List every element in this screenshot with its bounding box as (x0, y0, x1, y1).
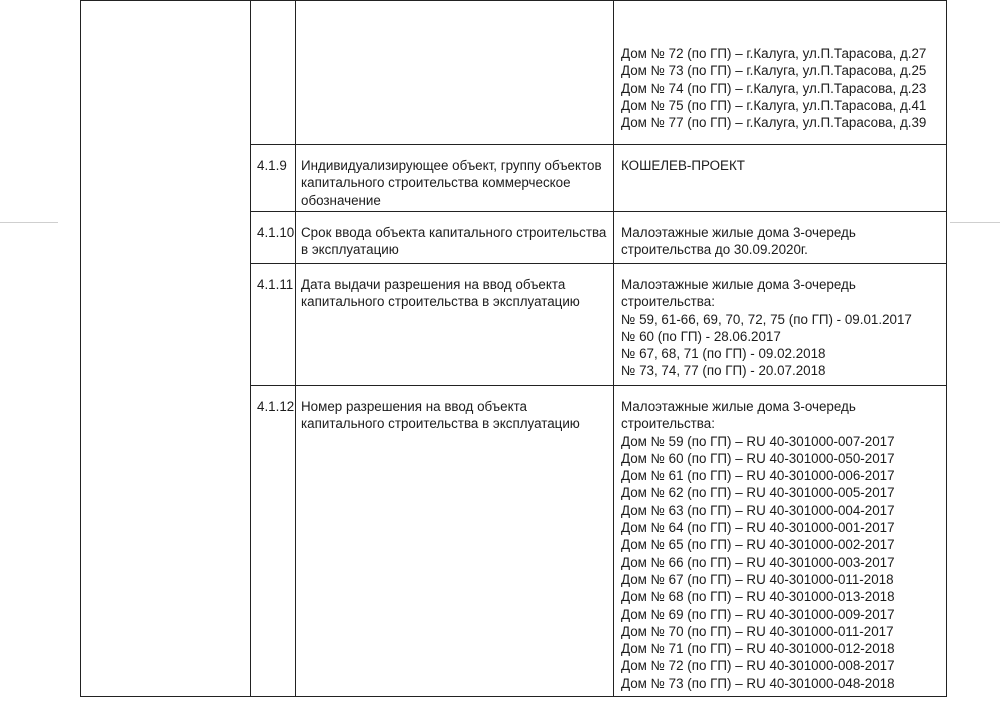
row-value-cell (614, 264, 947, 386)
value-line: Дом № 75 (по ГП) – г.Калуга, ул.П.Тарасова, д.41 (621, 97, 927, 113)
value-line: Дом № 73 (по ГП) – г.Калуга, ул.П.Тарасова, д.25 (621, 63, 927, 79)
description-line: Номер разрешения на ввод объекта (301, 399, 528, 414)
scan-artifact-right (950, 222, 1000, 223)
description-line: капитального строительства в эксплуатацию (301, 294, 580, 310)
row-description-cell (296, 264, 614, 386)
blank-column-cell (81, 1, 251, 697)
value-line: Дом № 60 (по ГП) – RU 40-301000-050-2017 (621, 450, 895, 466)
value-line: № 73, 74, 77 (по ГП) - 20.07.2018 (621, 363, 826, 379)
value-line: Дом № 73 (по ГП) – RU 40-301000-048-2018 (621, 675, 895, 691)
row-value-cell (614, 212, 947, 264)
document-table (80, 0, 947, 697)
value-line: Дом № 70 (по ГП) – RU 40-301000-011-2017 (621, 623, 894, 639)
row-number-cell: 4.1.9 (251, 145, 296, 212)
value-line: Дом № 59 (по ГП) – RU 40-301000-007-2017 (621, 433, 895, 449)
value-line: Дом № 66 (по ГП) – RU 40-301000-003-2017 (621, 554, 895, 570)
value-line: № 60 (по ГП) - 28.06.2017 (621, 328, 781, 344)
value-line: строительства до 30.09.2020г. (621, 242, 808, 258)
scan-artifact-left (0, 222, 58, 223)
value-line: КОШЕЛЕВ-ПРОЕКТ (621, 158, 745, 173)
description-line: Индивидуализирующее объект, группу объектов (301, 158, 602, 173)
table-row-continuation (81, 1, 947, 145)
value-line: строительства: (621, 294, 715, 310)
description-line: Дата выдачи разрешения на ввод объекта (301, 277, 566, 292)
row-value-cell (614, 1, 947, 145)
value-line: Дом № 74 (по ГП) – г.Калуга, ул.П.Тарасова, д.23 (621, 80, 927, 96)
value-line: Дом № 63 (по ГП) – RU 40-301000-004-2017 (621, 502, 895, 518)
value-line: № 67, 68, 71 (по ГП) - 09.02.2018 (621, 346, 826, 362)
description-line: обозначение (301, 192, 381, 208)
value-line: Дом № 71 (по ГП) – RU 40-301000-012-2018 (621, 641, 895, 657)
description-line: Срок ввода объекта капитального строительства (301, 225, 607, 240)
row-number-cell: 4.1.10 (251, 212, 296, 264)
value-line: Дом № 62 (по ГП) – RU 40-301000-005-2017 (621, 485, 895, 501)
description-line: капитального строительства в эксплуатацию (301, 416, 580, 432)
row-number-cell: 4.1.11 (251, 264, 296, 386)
row-number-cell: 4.1.12 (251, 386, 296, 697)
value-line: Малоэтажные жилые дома 3-очередь (621, 277, 856, 292)
value-line: Дом № 64 (по ГП) – RU 40-301000-001-2017 (621, 520, 895, 536)
row-number-cell (251, 1, 296, 145)
value-line: Дом № 72 (по ГП) – RU 40-301000-008-2017 (621, 658, 895, 674)
value-line: Дом № 69 (по ГП) – RU 40-301000-009-2017 (621, 606, 895, 622)
value-line: Малоэтажные жилые дома 3-очередь (621, 225, 856, 240)
row-description-cell (296, 1, 614, 145)
value-line: Дом № 65 (по ГП) – RU 40-301000-002-2017 (621, 537, 895, 553)
value-line: Дом № 67 (по ГП) – RU 40-301000-011-2018 (621, 571, 894, 587)
value-line: строительства: (621, 416, 715, 432)
description-line: в эксплуатацию (301, 242, 399, 258)
row-description-cell (296, 212, 614, 264)
value-line: Дом № 61 (по ГП) – RU 40-301000-006-2017 (621, 468, 895, 484)
value-line: Малоэтажные жилые дома 3-очередь (621, 399, 856, 414)
row-description-cell (296, 386, 614, 697)
value-line: Дом № 77 (по ГП) – г.Калуга, ул.П.Тарасова, д.39 (621, 115, 927, 131)
value-line: Дом № 68 (по ГП) – RU 40-301000-013-2018 (621, 589, 895, 605)
row-value-cell (614, 145, 947, 212)
description-line: капитального строительства коммерческое (301, 175, 571, 191)
row-value-cell (614, 386, 947, 697)
value-line: № 59, 61-66, 69, 70, 72, 75 (по ГП) - 09.01.2017 (621, 311, 912, 327)
value-line: Дом № 72 (по ГП) – г.Калуга, ул.П.Тарасова, д.27 (621, 46, 927, 61)
row-description-cell (296, 145, 614, 212)
